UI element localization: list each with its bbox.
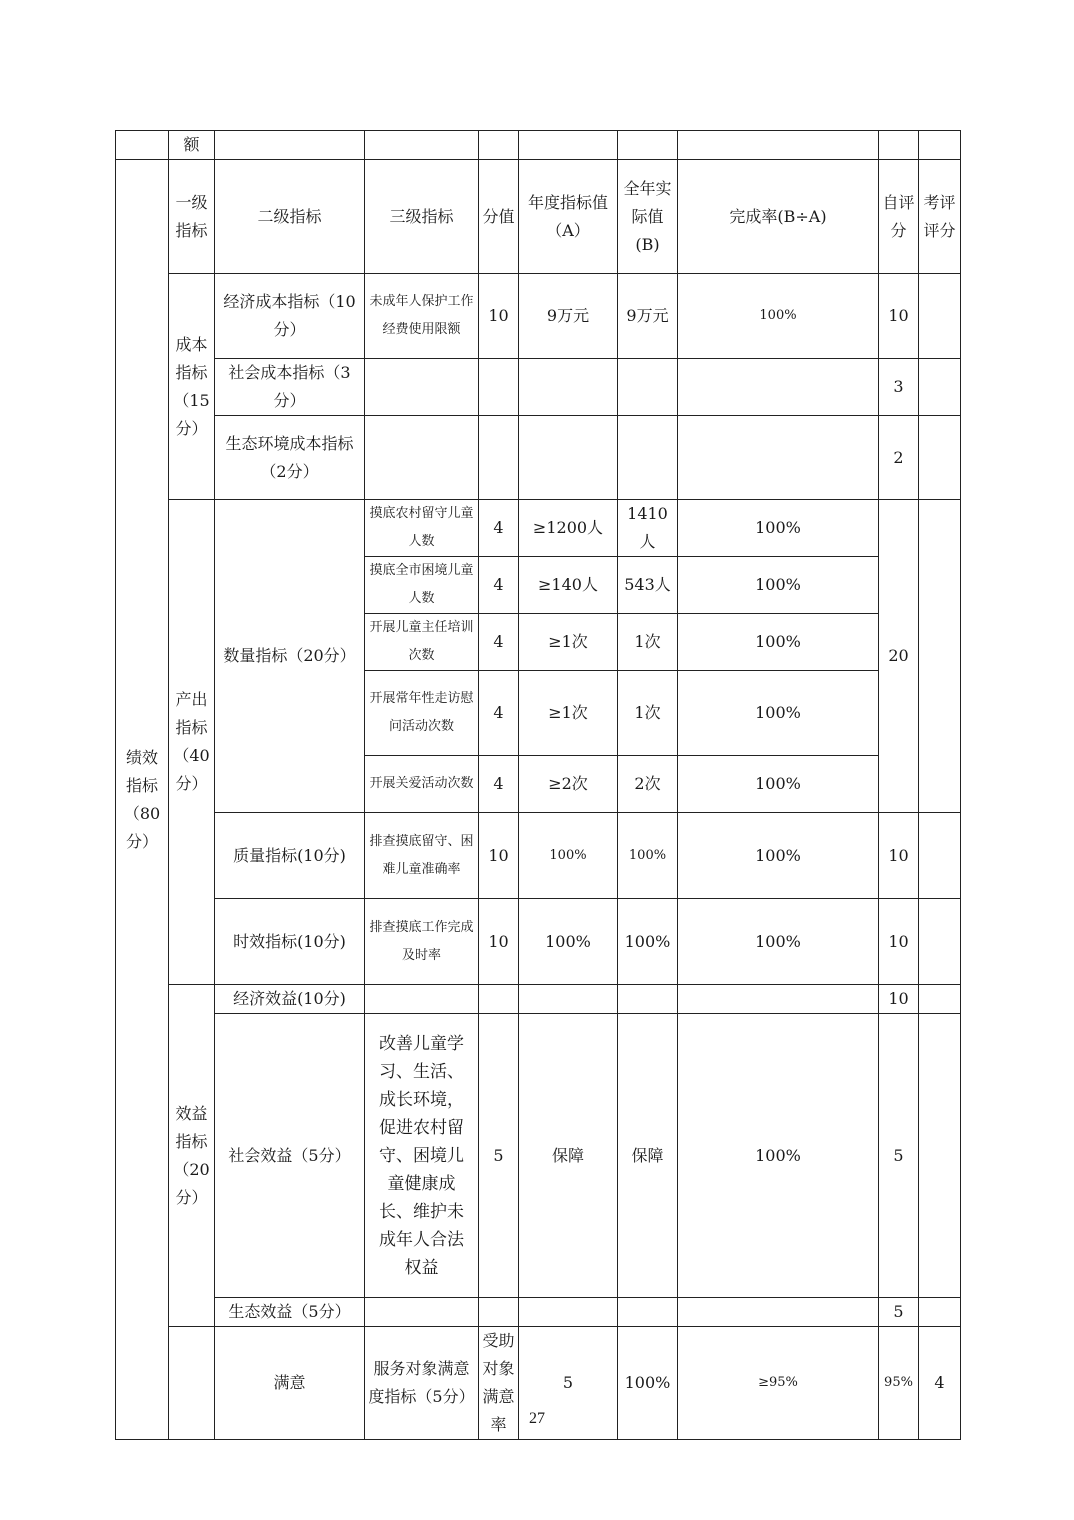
actual-cell: 9万元 — [618, 274, 678, 359]
score-cell: 10 — [479, 899, 519, 985]
level2-cell: 质量指标(10分) — [215, 813, 365, 899]
level2-cell: 生态环境成本指标（2分） — [215, 416, 365, 500]
cell — [365, 131, 479, 160]
self-score-cell: 10 — [879, 274, 919, 359]
table-row — [116, 813, 961, 899]
actual-cell: 543人 — [618, 557, 678, 614]
target-cell: ≥1次 — [519, 614, 618, 671]
table-row — [116, 899, 961, 985]
header-level2: 二级指标 — [215, 160, 365, 274]
review-score-cell — [919, 416, 961, 500]
cell — [479, 416, 519, 500]
review-score-cell — [919, 985, 961, 1014]
cell — [618, 1298, 678, 1327]
cell — [365, 985, 479, 1014]
score-cell: 4 — [479, 614, 519, 671]
self-score-cell: 2 — [879, 416, 919, 500]
cell — [618, 416, 678, 500]
cell — [879, 131, 919, 160]
actual-cell: 100% — [618, 813, 678, 899]
cell — [365, 1298, 479, 1327]
target-cell: ≥140人 — [519, 557, 618, 614]
cell — [479, 1298, 519, 1327]
level2-cell: 经济效益(10分) — [215, 985, 365, 1014]
header-score: 分值 — [479, 160, 519, 274]
level3-cell: 改善儿童学习、生活、成长环境，促进农村留守、困境儿童健康成长、维护未成年人合法权益 — [365, 1014, 479, 1298]
self-score-cell: 10 — [879, 813, 919, 899]
table-row — [116, 1298, 961, 1327]
header-level3: 三级指标 — [365, 160, 479, 274]
table-row — [116, 1014, 961, 1298]
target-cell: 100% — [519, 813, 618, 899]
review-score-cell — [919, 1298, 961, 1327]
actual-cell: 1次 — [618, 671, 678, 756]
level3-cell: 受助对象满意率 — [479, 1327, 519, 1440]
performance-table — [115, 130, 961, 1440]
review-score-cell — [919, 274, 961, 359]
level2-cell: 社会成本指标（3分） — [215, 359, 365, 416]
target-cell: 100% — [519, 899, 618, 985]
target-cell: ≥1200人 — [519, 500, 618, 557]
self-score-cell: 5 — [879, 1298, 919, 1327]
cell — [618, 131, 678, 160]
level3-cell: 排查摸底留守、困难儿童准确率 — [365, 813, 479, 899]
cell — [919, 131, 961, 160]
header-actual: 全年实际值(B) — [618, 160, 678, 274]
review-score-cell — [919, 500, 961, 813]
cost-label-cell: 成本指标（15分） — [169, 274, 215, 500]
cell — [365, 359, 479, 416]
cell — [519, 131, 618, 160]
score-cell: 5 — [519, 1327, 618, 1440]
actual-cell: ≥95% — [678, 1327, 879, 1440]
level2-cell: 时效指标(10分) — [215, 899, 365, 985]
header-rate: 完成率(B÷A) — [678, 160, 879, 274]
target-cell: 9万元 — [519, 274, 618, 359]
self-score-cell: 5 — [879, 1014, 919, 1298]
level3-cell: 开展儿童主任培训次数 — [365, 614, 479, 671]
table-row — [116, 131, 961, 160]
page-number: 27 — [529, 1410, 545, 1427]
rate-cell: 100% — [678, 813, 879, 899]
cell — [678, 359, 879, 416]
cell — [116, 131, 169, 160]
actual-cell: 100% — [618, 899, 678, 985]
level3-cell: 开展关爱活动次数 — [365, 756, 479, 813]
self-score-cell: 10 — [879, 985, 919, 1014]
cell — [479, 985, 519, 1014]
level3-cell: 摸底全市困境儿童人数 — [365, 557, 479, 614]
actual-cell: 2次 — [618, 756, 678, 813]
cell — [618, 359, 678, 416]
actual-cell: 1次 — [618, 614, 678, 671]
table-row — [116, 359, 961, 416]
cell — [678, 416, 879, 500]
level3-cell: 摸底农村留守儿童人数 — [365, 500, 479, 557]
cell — [519, 1298, 618, 1327]
self-score-cell: 20 — [879, 500, 919, 813]
actual-cell: 保障 — [618, 1014, 678, 1298]
rate-cell: 100% — [678, 557, 879, 614]
cell — [519, 985, 618, 1014]
actual-cell: 1410人 — [618, 500, 678, 557]
target-cell: 100% — [618, 1327, 678, 1440]
rate-cell: 100% — [678, 500, 879, 557]
table-row — [116, 274, 961, 359]
table-row — [116, 416, 961, 500]
review-score-cell — [919, 899, 961, 985]
score-cell: 10 — [479, 274, 519, 359]
level2-cell: 数量指标（20分） — [215, 500, 365, 813]
review-score-cell — [919, 359, 961, 416]
cell — [678, 985, 879, 1014]
review-score-cell — [919, 813, 961, 899]
cell — [215, 131, 365, 160]
rate-cell: 100% — [678, 899, 879, 985]
rate-cell: 100% — [678, 614, 879, 671]
self-score-cell: 3 — [879, 359, 919, 416]
level2-cell: 服务对象满意度指标（5分） — [365, 1327, 479, 1440]
rate-cell: 100% — [678, 274, 879, 359]
self-score-cell: 4 — [919, 1327, 961, 1440]
score-cell: 10 — [479, 813, 519, 899]
level3-cell: 排查摸底工作完成及时率 — [365, 899, 479, 985]
header-review-score: 考评评分 — [919, 160, 961, 274]
score-cell: 4 — [479, 671, 519, 756]
rate-cell: 95% — [879, 1327, 919, 1440]
level2-cell: 社会效益（5分） — [215, 1014, 365, 1298]
cell — [618, 985, 678, 1014]
rate-cell: 100% — [678, 1014, 879, 1298]
level2-cell: 经济成本指标（10分） — [215, 274, 365, 359]
level3-cell: 未成年人保护工作经费使用限额 — [365, 274, 479, 359]
level3-cell: 开展常年性走访慰问活动次数 — [365, 671, 479, 756]
cell — [519, 416, 618, 500]
header-row — [116, 160, 961, 274]
target-cell: ≥1次 — [519, 671, 618, 756]
table-row — [116, 985, 961, 1014]
target-cell: ≥2次 — [519, 756, 618, 813]
score-cell: 4 — [479, 756, 519, 813]
benefit-label-cell: 效益指标（20分） — [169, 985, 215, 1327]
rate-cell: 100% — [678, 671, 879, 756]
cell — [519, 359, 618, 416]
cell — [678, 131, 879, 160]
header-level1: 一级指标 — [169, 160, 215, 274]
level1-cell: 额 — [169, 131, 215, 160]
self-score-cell: 10 — [879, 899, 919, 985]
cell — [479, 131, 519, 160]
level2-cell: 生态效益（5分） — [215, 1298, 365, 1327]
score-cell: 5 — [479, 1014, 519, 1298]
review-score-cell — [919, 1014, 961, 1298]
score-cell: 4 — [479, 500, 519, 557]
satisfaction-label-cell: 满意 — [215, 1327, 365, 1440]
table-row — [116, 500, 961, 557]
header-target: 年度指标值（A） — [519, 160, 618, 274]
header-self-score: 自评分 — [879, 160, 919, 274]
rate-cell: 100% — [678, 756, 879, 813]
output-label-cell: 产出指标（40分） — [169, 500, 215, 985]
cell — [678, 1298, 879, 1327]
score-cell: 4 — [479, 557, 519, 614]
cell — [365, 416, 479, 500]
perf-label-cell: 绩效指标（80分） — [116, 160, 169, 1440]
target-cell: 保障 — [519, 1014, 618, 1298]
cell — [479, 359, 519, 416]
